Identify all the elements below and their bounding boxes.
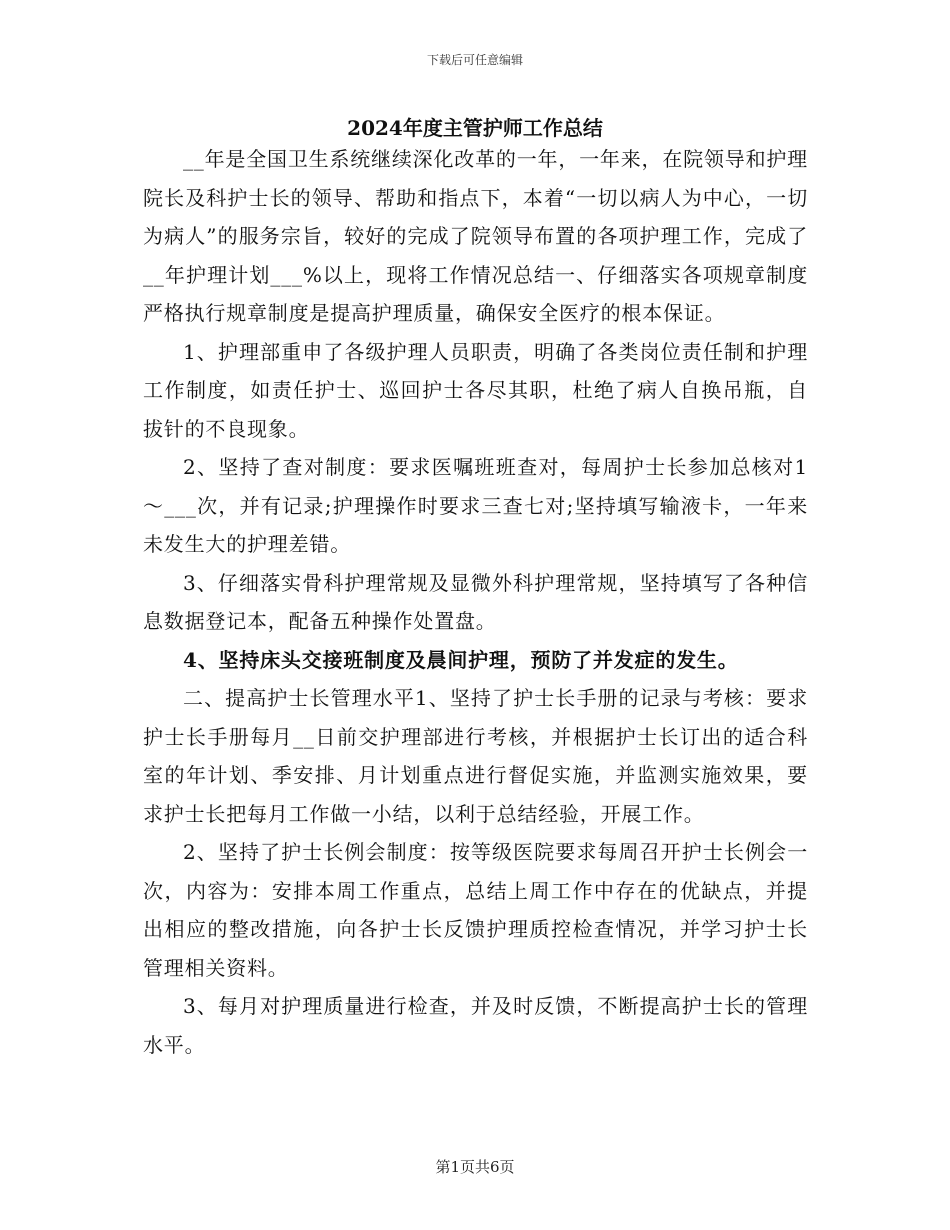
- paragraph-item-3: 3、仔细落实骨科护理常规及显微外科护理常规，坚持填写了各种信息数据登记本，配备五种操作处置盘。: [143, 570, 808, 633]
- paragraph-item-4: 4、坚持床头交接班制度及晨间护理，预防了并发症的发生。: [183, 647, 739, 672]
- page-header-note: 下载后可任意编辑: [426, 53, 523, 67]
- page-number: 第1页共6页: [435, 1158, 515, 1176]
- document-title: 2024年度主管护师工作总结: [347, 116, 603, 140]
- paragraph-item-2: 2、坚持了查对制度：要求医嘱班班查对，每周护士长参加总核对1～___次，并有记录;护理操作时要求三查七对;坚持填写输液卡，一年来未发生大的护理差错。: [143, 455, 808, 556]
- paragraph-item-1: 1、护理部重申了各级护理人员职责，明确了各类岗位责任制和护理工作制度，如责任护士、巡回护士各尽其职，杜绝了病人自换吊瓶，自拔针的不良现象。: [143, 339, 808, 441]
- paragraph-intro: __年是全国卫生系统继续深化改革的一年，一年来，在院领导和护理院长及科护士长的领导、帮助和指点下，本着“一切以病人为中心，一切为病人”的服务宗旨，较好的完成了院领导布置的各项护理工作，完成了__年护理计划___%以上，现将工作情况总结一、仔细落实各项规章制度严格执行规章制度是提高护理质量，确保安全医疗的根本保证。: [143, 147, 808, 325]
- paragraph-section-2-item-3: 3、每月对护理质量进行检查，并及时反馈，不断提高护士长的管理水平。: [143, 994, 808, 1057]
- paragraph-section-2: 二、提高护士长管理水平1、坚持了护士长手册的记录与考核：要求护士长手册每月__日前交护理部进行考核，并根据护士长订出的适合科室的年计划、季安排、月计划重点进行督促实施，并监测实施效果，要求护士长把每月工作做一小结，以利于总结经验，开展工作。: [143, 686, 808, 826]
- paragraph-section-2-item-2: 2、坚持了护士长例会制度：按等级医院要求每周召开护士长例会一次，内容为：安排本周工作重点，总结上周工作中存在的优缺点，并提出相应的整改措施，向各护士长反馈护理质控检查情况，并学习护士长管理相关资料。: [143, 840, 808, 980]
- document-body: [143, 140, 808, 1064]
